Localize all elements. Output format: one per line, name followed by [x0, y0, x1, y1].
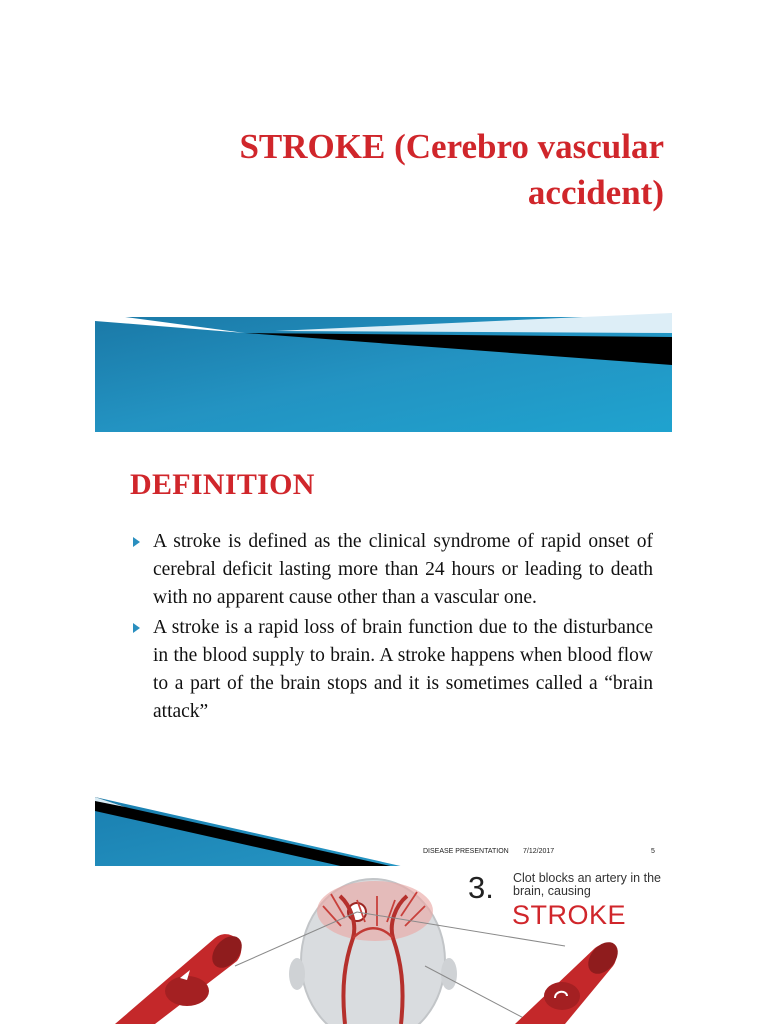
step-number: 3.: [468, 870, 494, 905]
triangle-bullet-icon: [133, 537, 140, 547]
definition-bullet: [133, 528, 653, 612]
blue-ribbon-banner: [95, 313, 672, 432]
title-line-1: STROKE (Cerebro vascular: [239, 127, 664, 166]
footer-page-number: 5: [651, 848, 655, 855]
slide-title: [144, 124, 664, 216]
definition-bullet: [133, 614, 653, 726]
footer-ribbon: [95, 797, 672, 866]
footer-date: 7/12/2017: [523, 848, 555, 855]
stroke-label: STROKE: [512, 900, 627, 930]
definition-slide: [95, 432, 672, 866]
bullet-text: A stroke is a rapid loss of brain function due to the disturbance in the blood supply to brain. A stroke happens when blood flow to a part of the brain stops and it is sometimes called a “brain attack”: [153, 617, 653, 722]
illustration-slide: [95, 866, 672, 1024]
definition-list: [133, 528, 653, 728]
footer-label: DISEASE PRESENTATION: [423, 848, 509, 855]
definition-heading: DEFINITION: [130, 468, 315, 501]
step-caption: Clot blocks an artery in the brain, causing: [513, 871, 661, 898]
triangle-bullet-icon: [133, 623, 140, 633]
bullet-text: A stroke is defined as the clinical syndrome of rapid onset of cerebral deficit lasting more than 24 hours or leading to death with no apparent cause other than a vascular one.: [153, 531, 653, 608]
title-line-2: accident): [527, 173, 664, 212]
title-slide: [0, 0, 768, 432]
